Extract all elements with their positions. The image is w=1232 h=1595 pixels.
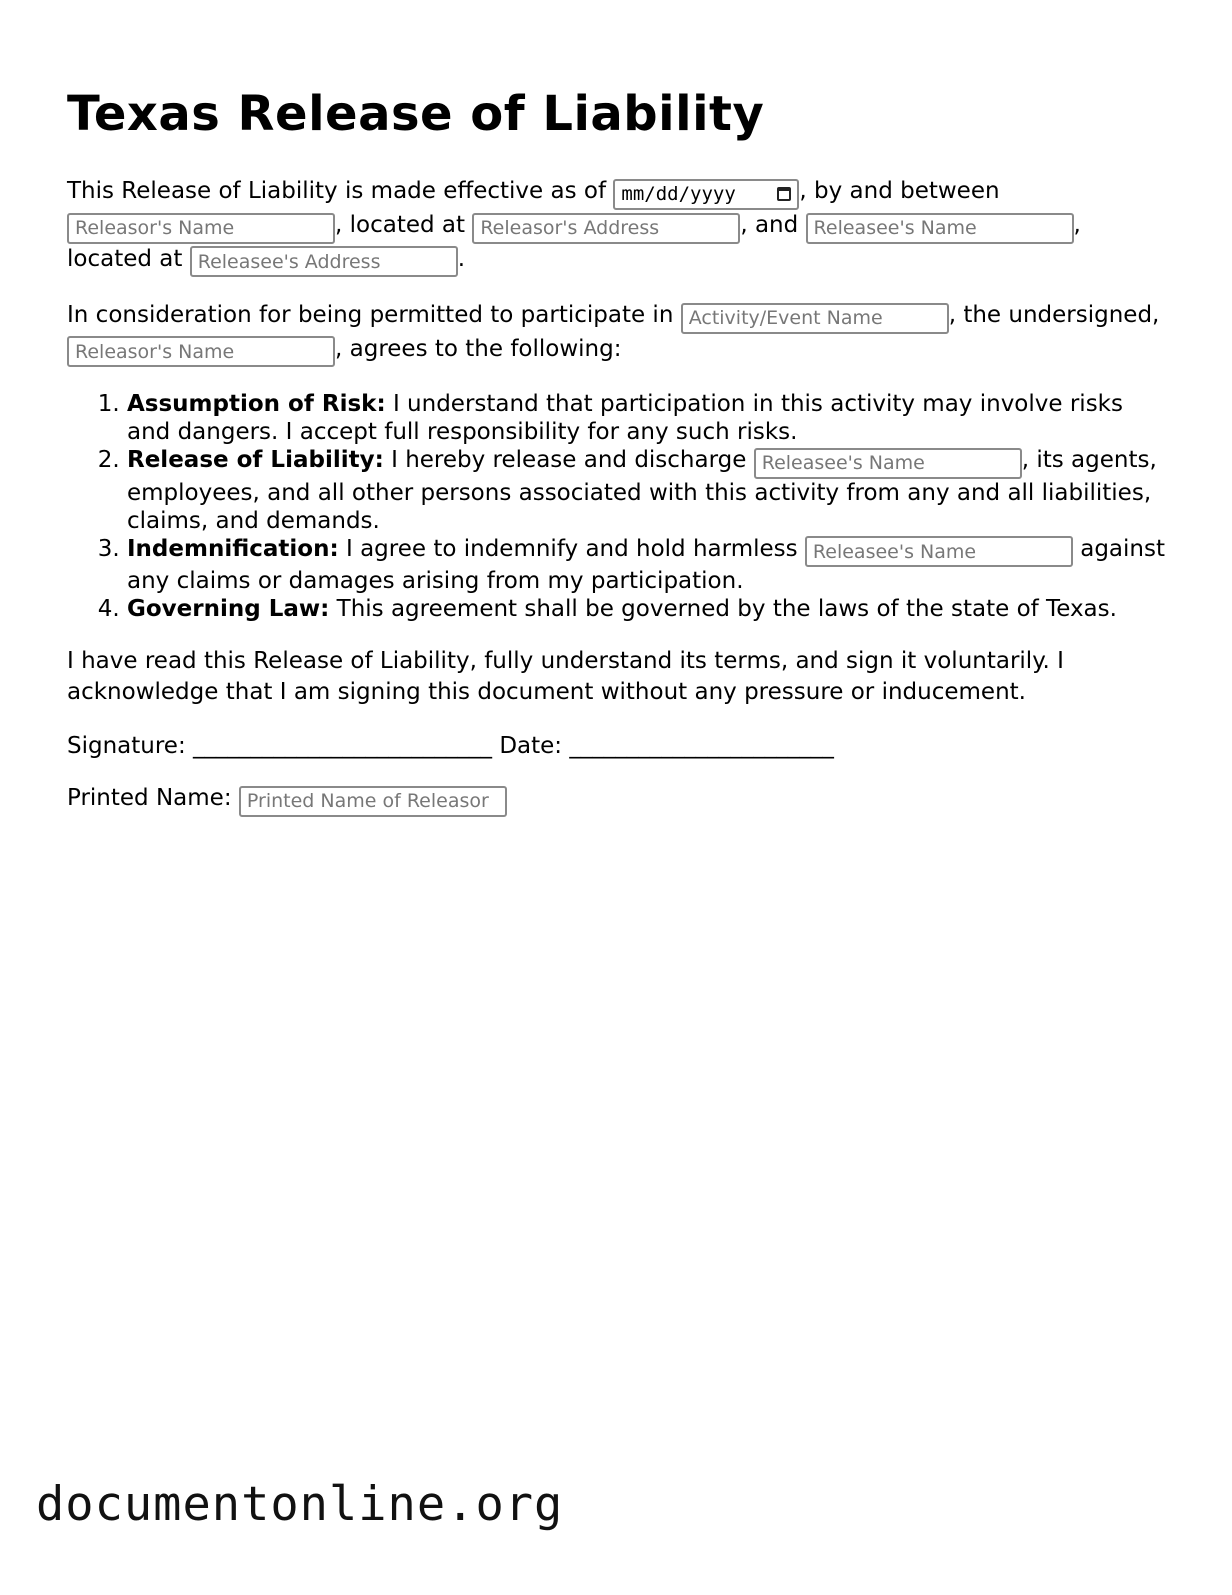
terms-list [67,390,1167,623]
intro-text-6: . [457,245,466,272]
releasee-name-input[interactable] [806,213,1074,244]
acknowledgement-paragraph: I have read this Release of Liability, fully understand its terms, and sign it voluntarily. I acknowledge that I am signing this document without any pressure or inducement. [67,648,1064,705]
term-text: , its agents, employees, and all other persons associated with this activity from any and all liabilities, claims, and demands. [127,447,1157,534]
term-release-of-liability [127,446,1167,535]
releasor-address-input[interactable] [472,213,740,244]
consideration-paragraph [67,300,1167,367]
printed-name-input[interactable] [239,786,507,817]
releasee-address-input[interactable] [190,246,458,277]
printed-name-row [67,783,1167,817]
consideration-text-2: , the undersigned, [948,302,1160,328]
term-text: I understand that participation in this activity may involve risks and dangers. I accept full responsibility for any such risks. [127,391,1123,445]
term-heading: Governing Law: [127,596,330,622]
intro-text-5: , located at [67,212,1081,272]
effective-date-input[interactable] [613,179,799,210]
term-heading: Indemnification: [127,535,339,562]
printed-name-label: Printed Name: [67,785,239,811]
intro-text-4: , and [740,212,806,238]
term-text: This agreement shall be governed by the laws of the state of Texas. [329,596,1117,622]
term-text: I agree to indemnify and hold harmless [338,535,805,562]
watermark-text: documentonline.org [36,1477,564,1532]
release-releasee-name-input[interactable] [754,448,1022,479]
term-text: I hereby release and discharge [383,447,754,473]
date-placeholder: mm/dd/yyyy [621,183,736,205]
document-title: Texas Release of Liability [67,86,765,142]
intro-text-1: This Release of Liability is made effective as of [67,178,614,204]
consideration-text-3: , agrees to the following: [335,335,622,362]
term-assumption-of-risk [127,390,1167,446]
consideration-text-1: In consideration for being permitted to participate in [67,302,681,328]
document-page [67,80,1167,817]
term-governing-law [127,595,1167,623]
signature-date-line: Signature: __________________________ Date: _______________________ [67,733,834,759]
calendar-icon[interactable] [777,187,791,201]
intro-text-3: , located at [335,212,473,238]
undersigned-name-input[interactable] [67,336,335,367]
term-indemnification [127,535,1167,596]
indemnification-releasee-name-input[interactable] [805,536,1073,567]
term-heading: Assumption of Risk: [127,391,386,417]
releasor-name-input[interactable] [67,213,335,244]
term-text: against any claims or damages arising from my participation. [127,535,1165,594]
intro-paragraph [67,176,1167,277]
term-heading: Release of Liability: [127,447,384,473]
intro-text-2: , by and between [799,178,1000,204]
activity-name-input[interactable] [681,303,949,334]
